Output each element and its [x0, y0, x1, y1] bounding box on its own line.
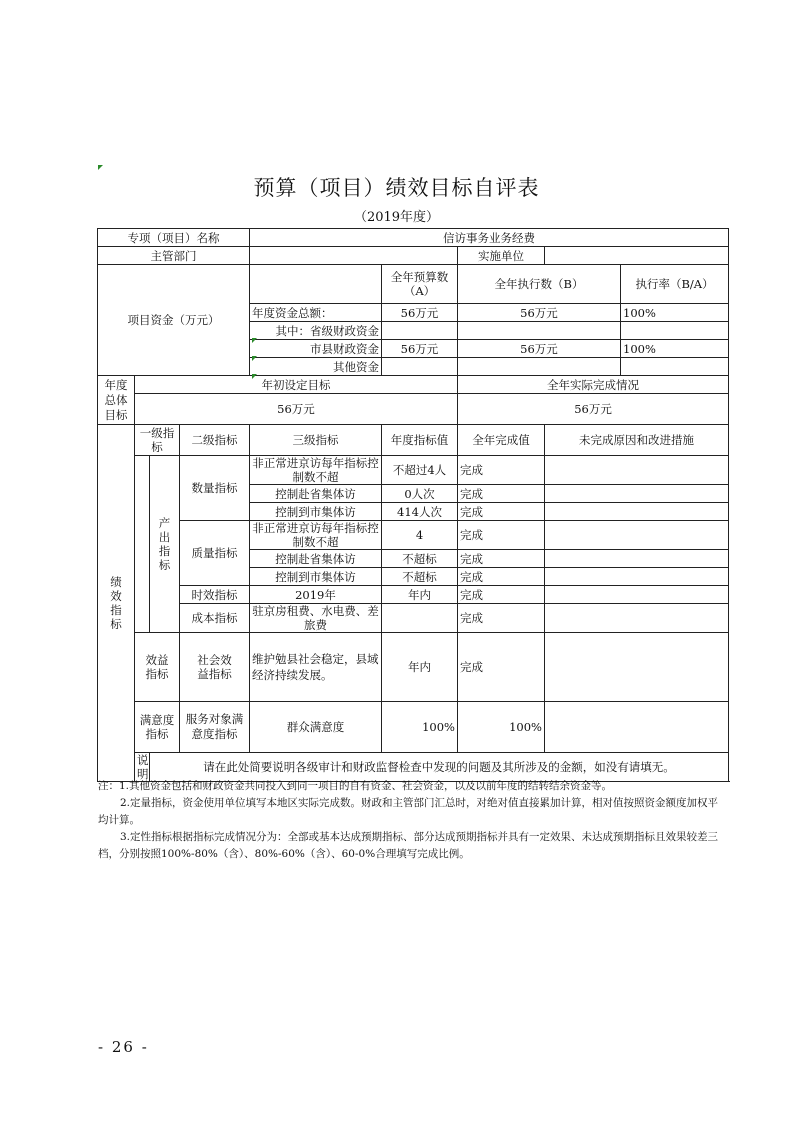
quantity-indicator-label: 数量指标 — [180, 456, 250, 521]
row-l3: 2019年 — [250, 586, 382, 604]
year-subtitle: （2019年度） — [353, 210, 440, 225]
header-reason: 未完成原因和改进措施 — [545, 425, 729, 456]
row-l3: 非正常进京访每年指标控制数不超 — [250, 521, 382, 550]
annual-goal-label: 年度总体目标 — [98, 376, 135, 425]
page-number: - 26 - — [98, 1038, 149, 1056]
effect-indicator-label: 效益指标 — [135, 633, 180, 702]
output-indicator-label: 产出指标 — [150, 456, 180, 633]
row-target: 不超标 — [382, 550, 458, 568]
self-evaluation-table — [97, 228, 729, 782]
goal-set-value: 56万元 — [135, 394, 458, 425]
funds-total-label: 年度资金总额： — [250, 304, 382, 322]
perf-indicator-label: 绩效指标 — [98, 425, 135, 782]
satisfaction-target: 100% — [382, 702, 458, 753]
note-text: 请在此处简要说明各级审计和财政监督检查中发现的问题及其所涉及的金额，如没有请填无。 — [150, 753, 729, 782]
funds-other-rate — [621, 358, 729, 376]
funds-provincial-exec — [458, 322, 621, 340]
goal-set-header: 年初设定目标 — [135, 376, 458, 394]
funds-provincial-budget — [382, 322, 458, 340]
green-corner-mark — [252, 356, 257, 361]
row-reason — [545, 485, 729, 503]
funds-label: 项目资金（万元） — [98, 265, 250, 376]
header-level3: 三级指标 — [250, 425, 382, 456]
row-target: 414人次 — [382, 503, 458, 521]
row-done: 完成 — [458, 604, 545, 633]
row-target: 4 — [382, 521, 458, 550]
row-done: 完成 — [458, 456, 545, 485]
green-corner-mark — [252, 338, 257, 343]
row-l3: 驻京房租费、水电费、差旅费 — [250, 604, 382, 633]
row-l3: 控制赴省集体访 — [250, 485, 382, 503]
row-reason — [545, 604, 729, 633]
funds-header-blank — [250, 265, 382, 304]
row-done: 完成 — [458, 485, 545, 503]
funds-city-exec: 56万元 — [458, 340, 621, 358]
col-budget-header: 全年预算数（A） — [382, 265, 458, 304]
project-name-label: 专项（项目）名称 — [98, 229, 250, 247]
satisfaction-l3: 群众满意度 — [250, 702, 382, 753]
timeliness-indicator-label: 时效指标 — [180, 586, 250, 604]
funds-total-budget: 56万元 — [382, 304, 458, 322]
col-rate-header: 执行率（B/A） — [621, 265, 729, 304]
row-l3: 非正常进京访每年指标控制数不超 — [250, 456, 382, 485]
output-spacer — [135, 456, 150, 633]
funds-provincial-label: 其中：省级财政资金 — [250, 322, 382, 340]
row-done: 完成 — [458, 568, 545, 586]
social-effect-target: 年内 — [382, 633, 458, 702]
impl-label: 实施单位 — [458, 247, 545, 265]
row-reason — [545, 456, 729, 485]
social-effect-label: 社会效益指标 — [180, 633, 250, 702]
row-l3: 控制到市集体访 — [250, 568, 382, 586]
footnotes — [98, 778, 728, 863]
footnote-2: 2.定量指标，资金使用单位填写本地区实际完成数。财政和主管部门汇总时，对绝对值直接累加计算，相对值按照资金额度加权平均计算。 — [98, 797, 719, 826]
row-reason — [545, 503, 729, 521]
social-effect-done: 完成 — [458, 633, 545, 702]
footnote-3: 3.定性指标根据指标完成情况分为：全部或基本达成预期指标、部分达成预期指标并具有一定效果、未达成预期指标且效果较差三档，分别按照100%-80%（含）、80%-60%（含）、60-0%合理填写完成比例。 — [98, 831, 719, 860]
dept-label: 主管部门 — [98, 247, 250, 265]
green-corner-mark — [98, 165, 103, 170]
dept-value — [250, 247, 458, 265]
funds-other-budget — [382, 358, 458, 376]
row-target: 年内 — [382, 586, 458, 604]
page-title: 预算（项目）绩效目标自评表 — [253, 176, 540, 200]
green-corner-mark — [252, 374, 257, 379]
row-target — [382, 604, 458, 633]
row-done: 完成 — [458, 550, 545, 568]
header-target: 年度指标值 — [382, 425, 458, 456]
header-level2: 二级指标 — [180, 425, 250, 456]
service-satisfaction-label: 服务对象满意度指标 — [180, 702, 250, 753]
row-done: 完成 — [458, 586, 545, 604]
goal-actual-value: 56万元 — [458, 394, 729, 425]
quality-indicator-label: 质量指标 — [180, 521, 250, 586]
project-name-value: 信访事务业务经费 — [250, 229, 729, 247]
funds-other-exec — [458, 358, 621, 376]
goal-actual-header: 全年实际完成情况 — [458, 376, 729, 394]
funds-other-label: 其他资金 — [250, 358, 382, 376]
row-target: 0人次 — [382, 485, 458, 503]
funds-provincial-rate — [621, 322, 729, 340]
row-reason — [545, 521, 729, 550]
col-exec-header: 全年执行数（B） — [458, 265, 621, 304]
row-done: 完成 — [458, 521, 545, 550]
satisfaction-done: 100% — [458, 702, 545, 753]
social-effect-reason — [545, 633, 729, 702]
note-label: 说明 — [135, 753, 150, 782]
row-l3: 控制到市集体访 — [250, 503, 382, 521]
row-reason — [545, 568, 729, 586]
header-done: 全年完成值 — [458, 425, 545, 456]
row-done: 完成 — [458, 503, 545, 521]
satisfaction-reason — [545, 702, 729, 753]
row-reason — [545, 586, 729, 604]
funds-city-label: 市县财政资金 — [250, 340, 382, 358]
cost-indicator-label: 成本指标 — [180, 604, 250, 633]
funds-total-exec: 56万元 — [458, 304, 621, 322]
funds-city-budget: 56万元 — [382, 340, 458, 358]
impl-value — [545, 247, 729, 265]
row-target: 不超标 — [382, 568, 458, 586]
funds-city-rate: 100% — [621, 340, 729, 358]
social-effect-l3: 维护勉县社会稳定，县域经济持续发展。 — [250, 633, 382, 702]
satisfaction-indicator-label: 满意度指标 — [135, 702, 180, 753]
row-l3: 控制赴省集体访 — [250, 550, 382, 568]
row-target: 不超过4人 — [382, 456, 458, 485]
footnote-1: 注：1.其他资金包括和财政资金共同投入到同一项目的自有资金、社会资金，以及以前年度的结转结余资金等。 — [98, 780, 613, 792]
header-level1: 一级指标 — [135, 425, 180, 456]
funds-total-rate: 100% — [621, 304, 729, 322]
row-reason — [545, 550, 729, 568]
